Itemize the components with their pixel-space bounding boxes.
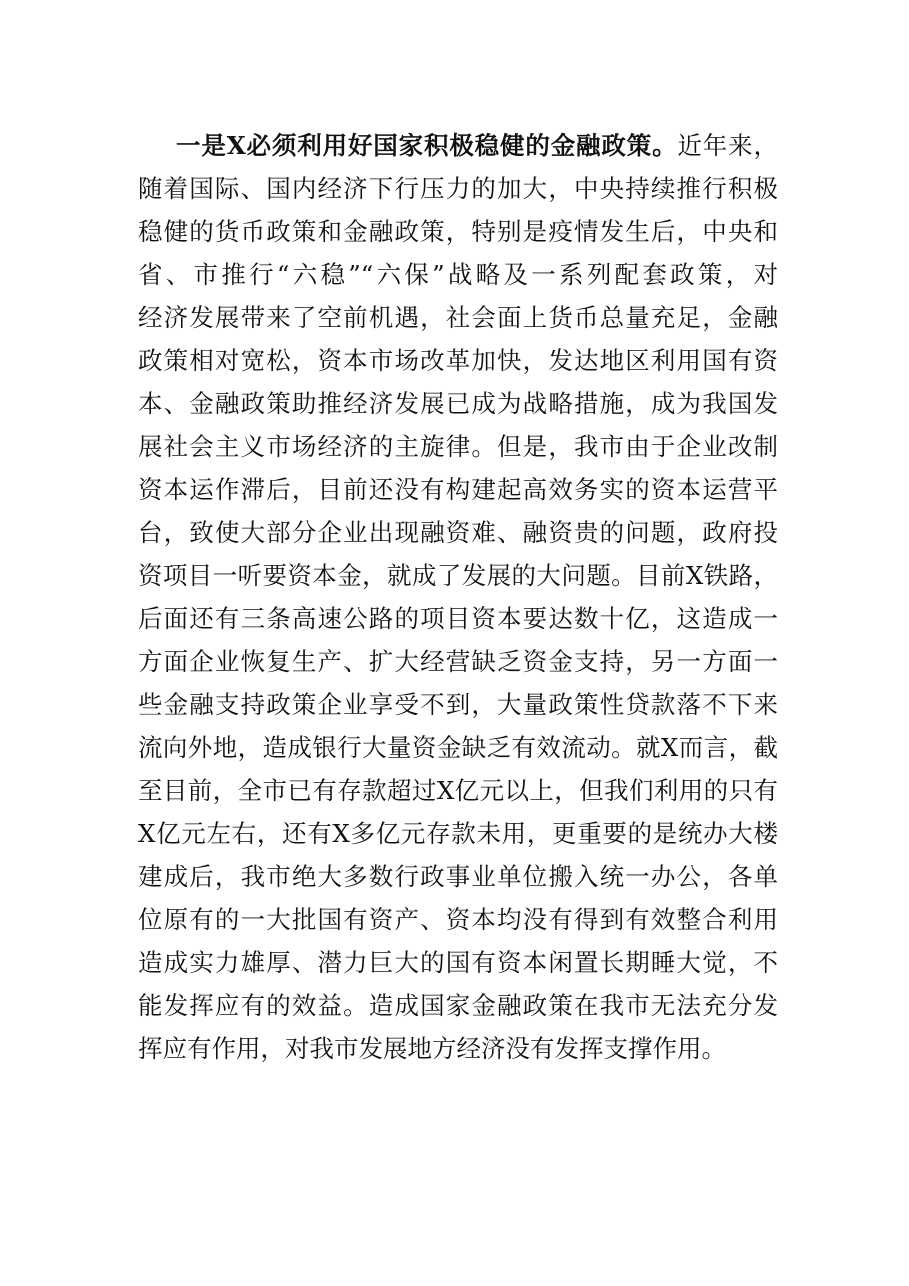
paragraph-line: 政策相对宽松，资本市场改革加快，发达地区利用国有资 — [138, 346, 778, 375]
paragraph-line: 流向外地，造成银行大量资金缺乏有效流动。就X而言，截 — [138, 733, 778, 762]
paragraph-line: X亿元左右，还有X多亿元存款未用，更重要的是统办大楼 — [138, 819, 778, 848]
paragraph-line: 方面企业恢复生产、扩大经营缺乏资金支持，另一方面一 — [138, 647, 778, 676]
paragraph-line: 挥应有作用，对我市发展地方经济没有发挥支撑作用。 — [138, 1034, 726, 1063]
paragraph-line: 本、金融政策助推经济发展已成为战略措施，成为我国发 — [138, 389, 778, 418]
paragraph-line — [138, 124, 778, 167]
paragraph-line: 展社会主义市场经济的主旋律。但是，我市由于企业改制 — [138, 432, 778, 461]
paragraph-line: 省、市推行“六稳”“六保”战略及一系列配套政策，对 — [138, 260, 778, 289]
paragraph-line: 位原有的一大批国有资产、资本均没有得到有效整合利用 — [138, 905, 778, 934]
paragraph-line: 些金融支持政策企业享受不到，大量政策性贷款落不下来 — [138, 690, 778, 719]
paragraph-line: 造成实力雄厚、潜力巨大的国有资本闲置长期睡大觉，不 — [138, 948, 778, 977]
body-paragraph — [138, 124, 778, 1070]
paragraph-heading: 一是X必须利用好国家积极稳健的金融政策。 — [176, 131, 678, 160]
paragraph-line: 资项目一听要资本金，就成了发展的大问题。目前X铁路， — [138, 561, 778, 590]
paragraph-line: 能发挥应有的效益。造成国家金融政策在我市无法充分发 — [138, 991, 778, 1020]
paragraph-line: 随着国际、国内经济下行压力的加大，中央持续推行积极 — [138, 174, 778, 203]
paragraph-line: 稳健的货币政策和金融政策，特别是疫情发生后，中央和 — [138, 217, 778, 246]
paragraph-line: 至目前，全市已有存款超过X亿元以上，但我们利用的只有 — [138, 776, 778, 805]
paragraph-line: 经济发展带来了空前机遇，社会面上货币总量充足，金融 — [138, 303, 778, 332]
paragraph-line: 后面还有三条高速公路的项目资本要达数十亿，这造成一 — [138, 604, 778, 633]
paragraph-line: 资本运作滞后，目前还没有构建起高效务实的资本运营平 — [138, 475, 778, 504]
paragraph-line: 台，致使大部分企业出现融资难、融资贵的问题，政府投 — [138, 518, 778, 547]
paragraph-line: 建成后，我市绝大多数行政事业单位搬入统一办公，各单 — [138, 862, 778, 891]
paragraph-line-text: 近年来， — [677, 131, 778, 160]
